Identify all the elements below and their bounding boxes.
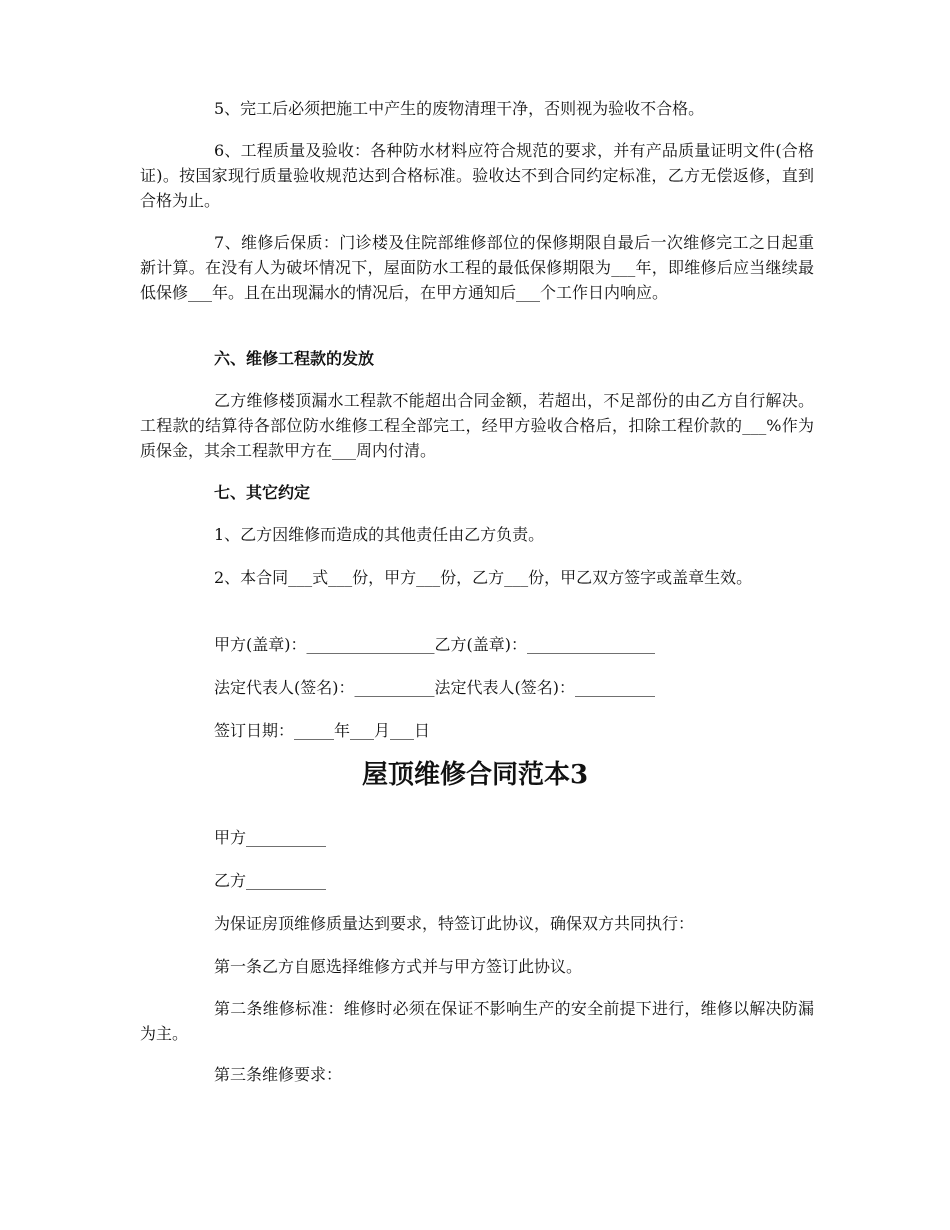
- clause-6: 6、工程质量及验收：各种防水材料应符合规范的要求，并有产品质量证明文件(合格证)。按国家现行质量验收规范达到合格标准。验收达不到合同约定标准，乙方无偿返修，直到合格为止。: [140, 141, 814, 210]
- party-b-line: 乙方__________: [214, 871, 327, 890]
- article-2: 第二条维修标准：维修时必须在保证不影响生产的安全前提下进行，维修以解决防漏为主。: [140, 999, 814, 1043]
- seal-line: 甲方(盖章)：________________乙方(盖章)：________________: [214, 635, 655, 654]
- article-1: 第一条乙方自愿选择维修方式并与甲方签订此协议。: [214, 957, 583, 976]
- other-clause-1: 1、乙方因维修而造成的其他责任由乙方负责。: [214, 525, 545, 544]
- representative-line: 法定代表人(签名)：__________法定代表人(签名)：__________: [214, 678, 655, 697]
- clause-7: 7、维修后保质：门诊楼及住院部维修部位的保修期限自最后一次维修完工之日起重新计算。在没有人为破坏情况下，屋面防水工程的最低保修期限为___年，即维修后应当继续最低保修___年。且在出现漏水的情况后，在甲方通知后___个工作日内响应。: [140, 233, 814, 302]
- other-clause-2: 2、本合同___式___份，甲方___份，乙方___份，甲乙双方签字或盖章生效。: [214, 568, 753, 587]
- clause-5: 5、完工后必须把施工中产生的废物清理干净，否则视为验收不合格。: [214, 99, 705, 118]
- section-6-heading: 六、维修工程款的发放: [214, 349, 375, 368]
- contract-3-title: 屋顶维修合同范本3: [361, 760, 589, 790]
- section-7-heading: 七、其它约定: [214, 483, 311, 502]
- signing-date-line: 签订日期：_____年___月___日: [214, 721, 431, 740]
- party-a-line: 甲方__________: [214, 828, 327, 847]
- preamble: 为保证房顶维修质量达到要求，特签订此协议，确保双方共同执行：: [214, 914, 695, 933]
- article-3: 第三条维修要求：: [214, 1065, 343, 1084]
- section-6-body: 乙方维修楼顶漏水工程款不能超出合同金额，若超出，不足部份的由乙方自行解决。工程款的结算待各部位防水维修工程全部完工，经甲方验收合格后，扣除工程价款的___%作为质保金，其余工程款甲方在___周内付清。: [140, 391, 814, 460]
